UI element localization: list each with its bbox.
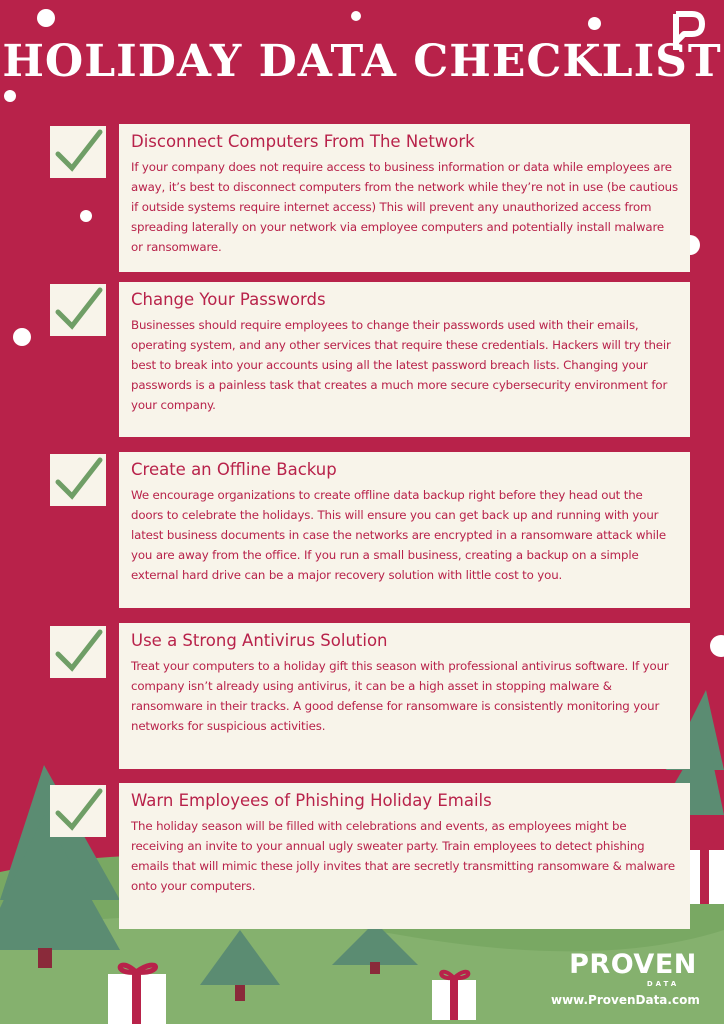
- checkmark-icon: [50, 785, 106, 837]
- proven-data-p-logo-icon: [672, 10, 706, 54]
- checklist-card: [119, 783, 690, 929]
- checkbox-disconnect: [50, 126, 106, 178]
- checkmark-icon: [50, 626, 106, 678]
- checkmark-icon: [50, 454, 106, 506]
- checkbox-phishing: [50, 785, 106, 837]
- snowflake-dot-icon: [351, 11, 361, 21]
- card-body: If your company does not require access to business information or data while employees are away, it’s best to disconnect computers from the network while they’re not in use (be cautious if outside systems require internet access) This will prevent any unauthorized access from spreading laterally on your network via employee computers and potentially install malware or ransomware.: [131, 160, 678, 254]
- snowflake-dot-icon: [4, 90, 16, 102]
- checkbox-antivirus: [50, 626, 106, 678]
- brand-logo: [558, 950, 708, 988]
- card-heading: Use a Strong Antivirus Solution: [131, 631, 388, 650]
- checklist-card: [119, 124, 690, 272]
- checklist-card: [119, 282, 690, 437]
- card-heading: Disconnect Computers From The Network: [131, 132, 475, 151]
- card-body: Treat your computers to a holiday gift this season with professional antivirus software. If your company isn’t already using antivirus, it can be a high asset in stopping malware & ransomware in their tracks. A good defense for ransomware is consistently monitoring your networks for suspicious activities.: [131, 659, 669, 733]
- snowflake-dot-icon: [80, 210, 92, 222]
- card-body: The holiday season will be filled with celebrations and events, as employees might be receiving an invite to your annual ugly sweater party. Train employees to detect phishing emails that will mimic these jolly invites that are secretly transmitting ransomware & malware onto your computers.: [131, 819, 675, 893]
- snowflake-dot-icon: [588, 17, 601, 30]
- card-heading: Warn Employees of Phishing Holiday Emails: [131, 791, 492, 810]
- checklist-card: [119, 452, 690, 608]
- checkbox-backup: [50, 454, 106, 506]
- checkmark-icon: [50, 126, 106, 178]
- brand-subtitle: DATA: [646, 980, 680, 988]
- brand-url-link[interactable]: www.ProvenData.com: [551, 993, 700, 1007]
- snowflake-dot-icon: [37, 9, 55, 27]
- card-heading: Create an Offline Backup: [131, 460, 337, 479]
- checkbox-passwords: [50, 284, 106, 336]
- card-heading: Change Your Passwords: [131, 290, 326, 309]
- checklist-card: [119, 623, 690, 769]
- page-title: HOLIDAY DATA CHECKLIST: [2, 36, 722, 87]
- checkmark-icon: [50, 284, 106, 336]
- card-body: We encourage organizations to create offline data backup right before they head out the doors to celebrate the holidays. This will ensure you can get back up and running with your latest business documents in case the networks are encrypted in a ransomware attack while you are away from the office. If you run a small business, creating a backup on a simple external hard drive can be a major recovery solution with little cost to you.: [131, 488, 667, 582]
- card-body: Businesses should require employees to change their passwords used with their emails, operating system, and any other services that require these credentials. Hackers will try their best to break into your accounts using all the latest password breach lists. Changing your passwords is a painless task that creates a much more secure cybersecurity environment for your company.: [131, 318, 671, 412]
- brand-name: PROVEN: [569, 949, 697, 980]
- snowflake-dot-icon: [13, 328, 31, 346]
